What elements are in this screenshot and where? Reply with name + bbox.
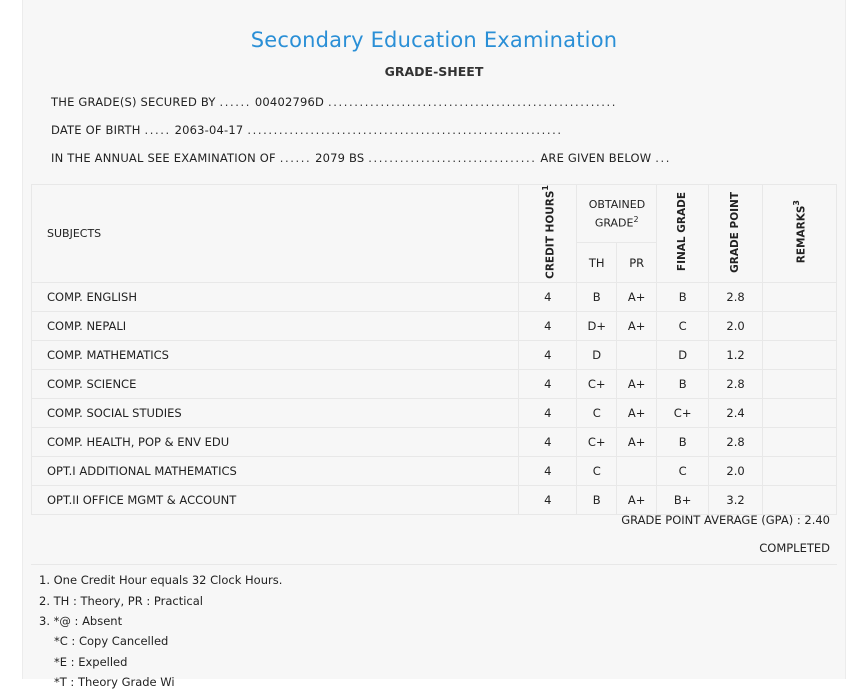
grade-point-cell: 2.8 — [709, 369, 763, 398]
final-grade-cell: B+ — [657, 485, 709, 514]
pr-grade-cell: A+ — [617, 369, 657, 398]
dot-leader: ............................................................ — [247, 123, 563, 137]
note-2: 2. TH : Theory, PR : Practical — [39, 594, 203, 608]
secured-by-line — [51, 95, 617, 109]
th-grade-cell: D+ — [577, 311, 617, 340]
exam-suffix: ARE GIVEN BELOW — [540, 151, 652, 165]
pr-grade-cell: A+ — [617, 311, 657, 340]
dot-leader: ...... — [279, 151, 312, 165]
table-row — [32, 456, 837, 485]
remarks-cell — [763, 398, 837, 427]
exam-year: 2079 BS — [315, 151, 365, 165]
grade-rows — [32, 282, 837, 514]
credit-cell: 4 — [519, 282, 577, 311]
final-grade-cell: B — [657, 369, 709, 398]
remarks-cell — [763, 456, 837, 485]
grades-table — [31, 184, 837, 515]
table-row — [32, 485, 837, 514]
dot-leader: ...... — [219, 95, 252, 109]
remarks-cell — [763, 311, 837, 340]
credit-cell: 4 — [519, 456, 577, 485]
subject-cell: COMP. HEALTH, POP & ENV EDU — [32, 427, 519, 456]
th-grade-cell: C — [577, 398, 617, 427]
th-header: TH — [577, 243, 617, 283]
grade-sheet-heading: GRADE-SHEET — [384, 64, 484, 79]
remarks-cell — [763, 340, 837, 369]
pr-header: PR — [617, 243, 657, 283]
dot-leader: ....................................................... — [327, 95, 618, 109]
final-grade-cell: D — [657, 340, 709, 369]
final-grade-cell: B — [657, 427, 709, 456]
grade-point-cell: 3.2 — [709, 485, 763, 514]
gpa-line — [621, 513, 830, 527]
th-grade-cell: C+ — [577, 427, 617, 456]
pr-grade-cell: A+ — [617, 282, 657, 311]
final-grade-cell: C+ — [657, 398, 709, 427]
final-grade-cell: B — [657, 282, 709, 311]
secured-by-label: THE GRADE(S) SECURED BY — [51, 95, 216, 109]
remarks-header: REMARKS$^3$ — [763, 185, 837, 283]
table-row — [32, 311, 837, 340]
exam-title: Secondary Education Examination — [250, 28, 618, 52]
credit-cell: 4 — [519, 311, 577, 340]
final-grade-cell: C — [657, 456, 709, 485]
subject-cell: COMP. MATHEMATICS — [32, 340, 519, 369]
credit-cell: 4 — [519, 340, 577, 369]
gpa-label: GRADE POINT AVERAGE (GPA) : — [621, 513, 801, 527]
table-row — [32, 340, 837, 369]
dot-leader: ..... — [144, 123, 171, 137]
grade-point-cell: 2.8 — [709, 282, 763, 311]
note-3-theory-withheld: *T : Theory Grade Wi — [54, 675, 175, 689]
remarks-cell — [763, 282, 837, 311]
divider — [31, 564, 837, 565]
dob-line — [51, 123, 563, 137]
grade-point-cell: 2.0 — [709, 311, 763, 340]
th-grade-cell: C+ — [577, 369, 617, 398]
note-3-copy-cancelled: *C : Copy Cancelled — [54, 634, 169, 648]
table-row — [32, 398, 837, 427]
dob-value: 2063-04-17 — [174, 123, 244, 137]
remarks-cell — [763, 485, 837, 514]
subject-cell: OPT.I ADDITIONAL MATHEMATICS — [32, 456, 519, 485]
pr-grade-cell: A+ — [617, 485, 657, 514]
gpa-value: 2.40 — [804, 513, 830, 527]
table-row — [32, 282, 837, 311]
dot-leader: ... — [655, 151, 672, 165]
final-grade-header: FINAL GRADE — [657, 185, 709, 283]
grade-sheet — [22, 0, 846, 689]
subject-cell: COMP. SOCIAL STUDIES — [32, 398, 519, 427]
th-grade-cell: B — [577, 282, 617, 311]
th-grade-cell: C — [577, 456, 617, 485]
note-3: 3. *@ : Absent — [39, 614, 123, 628]
dot-leader: ................................ — [368, 151, 537, 165]
note-3-expelled: *E : Expelled — [54, 655, 128, 669]
credit-hours-header: CREDIT HOURS$^1$ — [519, 185, 577, 283]
subject-cell: COMP. SCIENCE — [32, 369, 519, 398]
exam-label: IN THE ANNUAL SEE EXAMINATION OF — [51, 151, 276, 165]
table-header-row — [32, 185, 837, 243]
th-grade-cell: B — [577, 485, 617, 514]
pr-grade-cell — [617, 456, 657, 485]
table-row — [32, 427, 837, 456]
subjects-header: SUBJECTS — [32, 185, 519, 283]
pr-grade-cell — [617, 340, 657, 369]
grade-point-header: GRADE POINT — [709, 185, 763, 283]
final-grade-cell: C — [657, 311, 709, 340]
grade-point-cell: 2.4 — [709, 398, 763, 427]
subject-cell: OPT.II OFFICE MGMT & ACCOUNT — [32, 485, 519, 514]
credit-cell: 4 — [519, 427, 577, 456]
grade-point-cell: 2.8 — [709, 427, 763, 456]
remarks-cell — [763, 369, 837, 398]
credit-cell: 4 — [519, 369, 577, 398]
dob-label: DATE OF BIRTH — [51, 123, 141, 137]
pr-grade-cell: A+ — [617, 427, 657, 456]
subject-cell: COMP. NEPALI — [32, 311, 519, 340]
grade-point-cell: 1.2 — [709, 340, 763, 369]
result-status: COMPLETED — [759, 541, 830, 555]
exam-line — [51, 151, 671, 165]
symbol-number: 00402796D — [254, 95, 325, 109]
note-1: 1. One Credit Hour equals 32 Clock Hours. — [39, 573, 283, 587]
table-row — [32, 369, 837, 398]
credit-cell: 4 — [519, 485, 577, 514]
obtained-grade-header: OBTAINED GRADE$^2$ — [577, 185, 657, 243]
pr-grade-cell: A+ — [617, 398, 657, 427]
grade-point-cell: 2.0 — [709, 456, 763, 485]
remarks-cell — [763, 427, 837, 456]
subject-cell: COMP. ENGLISH — [32, 282, 519, 311]
credit-cell: 4 — [519, 398, 577, 427]
th-grade-cell: D — [577, 340, 617, 369]
